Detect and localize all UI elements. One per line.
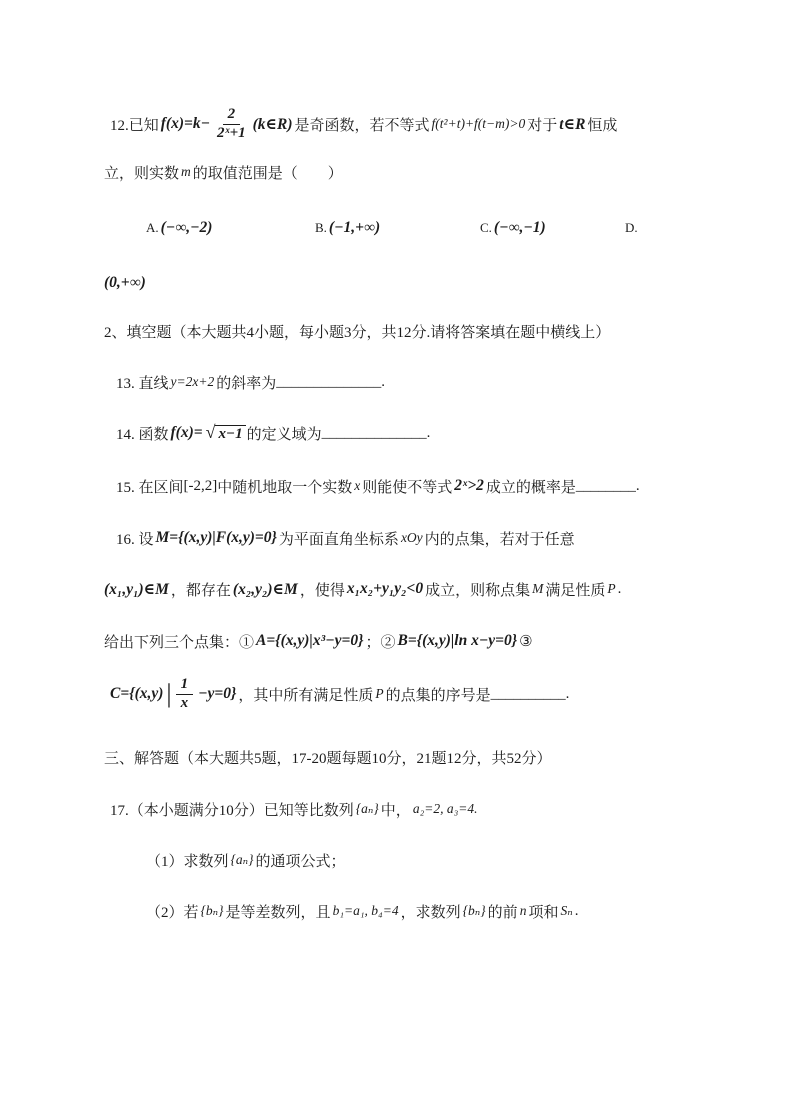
q16-fraction bbox=[176, 676, 194, 712]
q17-part2-given-values: b₁=a₁, b₄=4 bbox=[332, 903, 399, 918]
section-3-header bbox=[104, 742, 552, 772]
question-14 bbox=[116, 415, 430, 451]
question-13 bbox=[116, 367, 385, 397]
option-d-continuation bbox=[104, 268, 148, 298]
q13-line-equation: y=2x+2 bbox=[170, 374, 215, 389]
q17-part2-sequence-bn: {bₙ} bbox=[200, 903, 224, 918]
q12-variable-m: m bbox=[181, 164, 191, 179]
option-d-value-wrapped: (0,+∞) bbox=[104, 274, 146, 291]
q17-part2-arithmetic-text: 是等差数列，且 bbox=[225, 904, 331, 921]
fraction-denominator: x bbox=[180, 694, 189, 711]
option-d bbox=[625, 220, 642, 236]
question-12-line-1 bbox=[110, 98, 617, 150]
q15-intro-text: 15. 在区间 bbox=[116, 479, 184, 496]
q16-set-c-suffix: −y=0} bbox=[198, 685, 237, 702]
q17-intro-text: 17.（本小题满分10分）已知等比数列 bbox=[110, 802, 354, 819]
question-17-part-1 bbox=[146, 845, 346, 875]
q16-dot-product-inequality: x₁x₂+y₁y₂<0 bbox=[346, 580, 424, 597]
section-2-header bbox=[104, 316, 610, 346]
q12-t-domain: t∈R bbox=[559, 116, 586, 133]
q13-answer-blank: ______________. bbox=[276, 373, 385, 390]
option-c-value: (−∞,−1) bbox=[493, 219, 546, 236]
q13-slope-text: 的斜率为 bbox=[216, 375, 277, 392]
fraction-denominator: 2ˣ+1 bbox=[216, 124, 246, 141]
q14-function-lhs: f(x)= bbox=[170, 424, 203, 441]
q16-set-b-definition: B={(x,y)|ln x−y=0} bbox=[397, 632, 518, 649]
q15-inequality: 2ˣ>2 bbox=[454, 477, 484, 494]
q17-part2-first-text: 的前 bbox=[487, 904, 518, 921]
option-d-label: D. bbox=[625, 220, 638, 235]
q17-part1-end-text: 的通项公式； bbox=[255, 853, 346, 870]
q12-for-text: 对于 bbox=[527, 117, 558, 134]
q12-line1-end-text: 恒成 bbox=[587, 117, 618, 134]
q12-odd-function-text: 是奇函数，若不等式 bbox=[294, 117, 430, 134]
q16-period: . bbox=[617, 580, 622, 597]
q16-set-m-definition: M={(x,y)|F(x,y)=0} bbox=[155, 529, 277, 546]
q16-point1: (x₁,y₁)∈M bbox=[104, 581, 169, 598]
q16-set-a-definition: A={(x,y)|x³−y=0} bbox=[256, 632, 364, 649]
option-a bbox=[146, 219, 214, 237]
section-2-title: 2、填空题（本大题共4小题，每小题3分，共12分.请将答案填在题中横线上） bbox=[104, 324, 611, 341]
question-16-line-2 bbox=[104, 574, 621, 604]
q16-property-p-symbol-2: P bbox=[375, 686, 384, 701]
q12-k-domain: (k∈R) bbox=[252, 116, 293, 133]
option-b-value: (−1,+∞) bbox=[328, 219, 381, 236]
q12-line2-text: 立，则实数 bbox=[104, 165, 180, 182]
q12-function-definition: f(x)=k− bbox=[160, 115, 210, 132]
radical-argument: x−1 bbox=[215, 425, 245, 443]
q12-fraction bbox=[215, 106, 248, 142]
q16-suchthat-text: ，使得 bbox=[299, 582, 345, 599]
q16-separator-1: ；② bbox=[365, 634, 396, 651]
fraction-numerator: 1 bbox=[176, 676, 194, 694]
q16-holds-text: 成立，则称点集 bbox=[425, 582, 531, 599]
q16-sequence-text: 的点集的序号是 bbox=[385, 687, 491, 704]
option-b bbox=[315, 219, 382, 237]
set-builder-bar: | bbox=[166, 679, 172, 708]
q17-part2-sum-text: 项和 bbox=[528, 904, 559, 921]
q15-random-text: 中随机地取一个实数 bbox=[217, 479, 353, 496]
q16-property-p-symbol: P bbox=[607, 581, 616, 596]
q12-inequality: f(t²+t)+f(t−m)>0 bbox=[431, 116, 526, 131]
q16-coordinate-system: xOy bbox=[400, 530, 423, 545]
option-c bbox=[480, 219, 548, 237]
q15-answer-blank: ________. bbox=[575, 477, 640, 494]
q17-part2-period: . bbox=[574, 902, 579, 919]
question-16-line-4 bbox=[110, 668, 569, 720]
q16-set-c-prefix: C={(x,y) bbox=[110, 685, 164, 702]
q16-exists-text: ，都存在 bbox=[170, 582, 231, 599]
option-c-label: C. bbox=[480, 220, 492, 235]
q16-intro-text: 16. 设 bbox=[116, 531, 154, 548]
q16-plane-text: 为平面直角坐标系 bbox=[278, 531, 399, 548]
question-16-line-3 bbox=[104, 626, 533, 656]
q16-set-m-symbol: M bbox=[532, 581, 544, 596]
q14-intro-text: 14. 函数 bbox=[116, 426, 169, 443]
q15-inequality-text: 则能使不等式 bbox=[362, 479, 453, 496]
q17-given-values: a₂=2, a₃=4. bbox=[412, 801, 478, 816]
q16-satisfy-text: ，其中所有满足性质 bbox=[238, 687, 374, 704]
q17-part2-variable-n: n bbox=[519, 903, 527, 918]
q17-part2-text: （2）若 bbox=[146, 904, 199, 921]
q17-part2-sequence-bn-2: {bₙ} bbox=[462, 903, 486, 918]
q13-intro-text: 13. 直线 bbox=[116, 375, 169, 392]
q17-part1-text: （1）求数列 bbox=[146, 853, 229, 870]
question-15 bbox=[116, 471, 640, 501]
q16-property-text: 满足性质 bbox=[545, 582, 606, 599]
q14-domain-text: 的定义域为 bbox=[246, 426, 322, 443]
q15-interval: [-2,2] bbox=[183, 477, 218, 494]
section-3-title: 三、解答题（本大题共5题，17-20题每题10分，21题12分，共52分） bbox=[104, 750, 552, 767]
q15-variable-x: x bbox=[354, 478, 361, 493]
q15-probability-text: 成立的概率是 bbox=[485, 479, 576, 496]
question-16-line-1 bbox=[116, 523, 575, 553]
q12-intro-text: 12.已知 bbox=[110, 117, 159, 134]
q17-part1-sequence: {aₙ} bbox=[230, 852, 254, 867]
q16-circled-three: ③ bbox=[519, 633, 533, 650]
q16-three-sets-text: 给出下列三个点集：① bbox=[104, 634, 255, 651]
q12-line2-end-text: 的取值范围是（ ） bbox=[192, 165, 343, 182]
q16-answer-blank: __________. bbox=[490, 685, 570, 702]
q17-mid-text: 中， bbox=[380, 802, 411, 819]
q17-sequence-an: {aₙ} bbox=[355, 801, 379, 816]
question-17-part-2 bbox=[146, 896, 578, 926]
q14-answer-blank: ______________. bbox=[321, 424, 431, 441]
q16-point2: (x₂,y₂)∈M bbox=[232, 581, 298, 598]
q17-part2-sum-symbol: Sₙ bbox=[560, 903, 573, 918]
fraction-numerator: 2 bbox=[223, 106, 241, 124]
q14-square-root bbox=[206, 423, 246, 443]
option-a-label: A. bbox=[146, 220, 159, 235]
q16-pointset-text: 内的点集，若对于任意 bbox=[424, 531, 575, 548]
question-12-line-2 bbox=[104, 157, 343, 187]
option-b-label: B. bbox=[315, 220, 327, 235]
question-12-options-row bbox=[104, 213, 724, 243]
option-a-value: (−∞,−2) bbox=[160, 219, 213, 236]
q17-part2-find-text: ，求数列 bbox=[400, 904, 461, 921]
radical-sign: √ bbox=[205, 422, 216, 442]
question-17-line-1 bbox=[110, 794, 480, 824]
